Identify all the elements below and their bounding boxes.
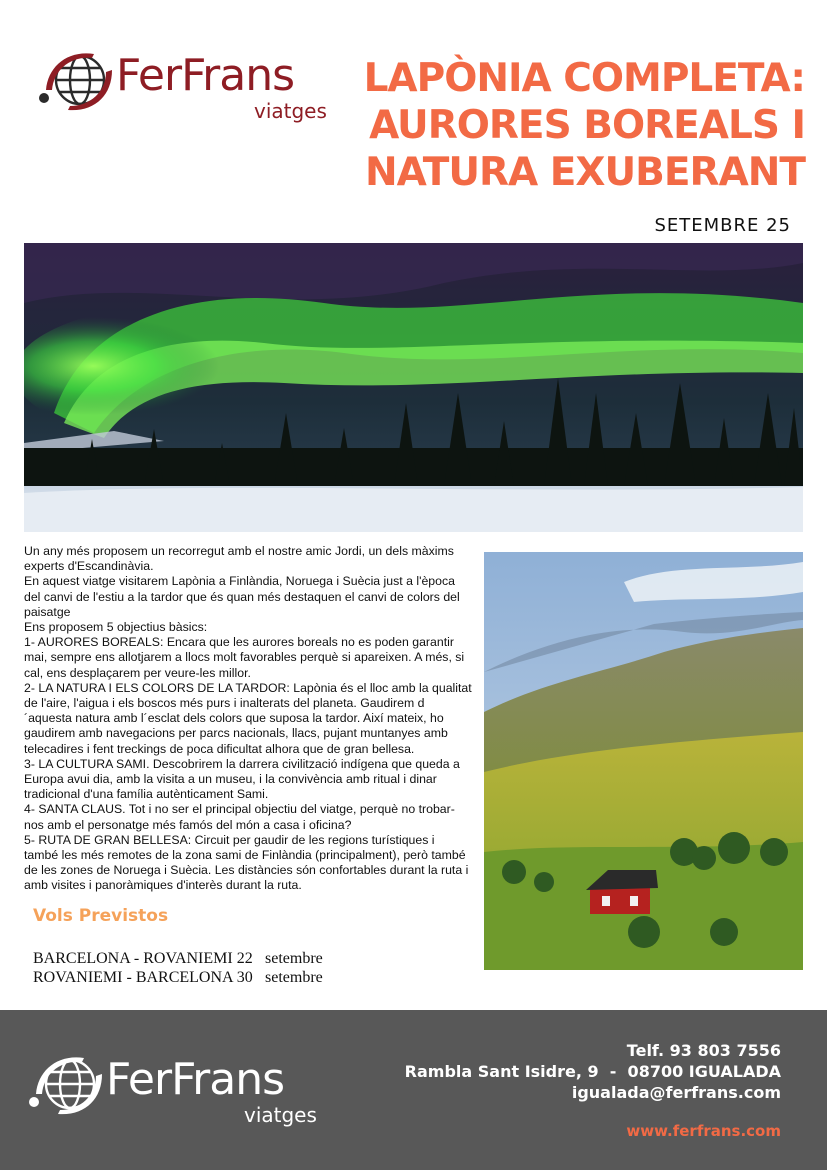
paragraph: Ens proposem 5 objectius bàsics:: [24, 620, 208, 635]
brand-subtitle: viatges: [244, 1103, 317, 1127]
trip-date: SETEMBRE 25: [654, 215, 791, 236]
paragraph: 4- SANTA CLAUS. Tot i no ser el principal objectiu del viatge, perquè no trobar-nos amb el personatge més famós del món a casa i oficina?: [24, 802, 455, 832]
phone: Telf. 93 803 7556: [626, 1041, 781, 1060]
cabin-illustration: [484, 552, 803, 970]
flight-route: ROVANIEMI - BARCELONA 30: [33, 969, 253, 986]
trip-description: [24, 544, 472, 894]
flight-month: setembre: [265, 969, 323, 986]
globe-icon: [38, 46, 118, 116]
footer: [0, 1010, 827, 1170]
brand-name: FerFrans: [106, 1054, 285, 1105]
brand-name: FerFrans: [116, 50, 295, 101]
flight-month: setembre: [265, 950, 323, 967]
globe-icon: [28, 1050, 108, 1120]
trip-title: [345, 55, 805, 196]
footer-brand-logo: [28, 1050, 328, 1140]
address: Rambla Sant Isidre, 9 - 08700 IGUALADA: [404, 1062, 781, 1081]
flight-route: BARCELONA - ROVANIEMI 22: [33, 950, 253, 967]
paragraph: Un any més proposem un recorregut amb el nostre amic Jordi, un dels màxims experts d'Escandinàvia.: [24, 544, 454, 574]
paragraph: 1- AURORES BOREALS: Encara que les aurores boreals no es poden garantir mai, sempre ens allotjarem a llocs molt favorables perquè si apareixen. A més, si cal, ens desplaçarem per veure-les millor.: [24, 635, 465, 680]
flights-heading: Vols Previstos: [33, 906, 169, 926]
title-line: LAPÒNIA COMPLETA:: [363, 56, 805, 101]
title-line: NATURA EXUBERANT: [364, 150, 805, 195]
paragraph: 3- LA CULTURA SAMI. Descobrirem la darrera civilització indígena que queda a Europa avui dia, amb la visita a un museu, i la convivència amb ritual i dinar tradicional d'una família autènticament Sami.: [24, 756, 460, 802]
cabin-photo: [484, 552, 803, 970]
email-link[interactable]: igualada@ferfrans.com: [571, 1083, 781, 1102]
paragraph: 2- LA NATURA I ELS COLORS DE LA TARDOR: Lapònia és el lloc amb la qualitat de l'aire, l'aigua i els boscos més purs i inalterats del planeta. Gaudirem d´aquesta natura amb l´esclat dels colors que suposa la tardor. Així mateix, ho gaudirem amb navegacions per parcs nacionals, llacs, pujant muntanyes amb telecadires i fent treckings de poca dificultat alhora que de gran bellesa.: [24, 680, 472, 756]
brand-logo: [38, 46, 338, 136]
aurora-illustration: [24, 243, 803, 532]
paragraph: 5- RUTA DE GRAN BELLESA: Circuit per gaudir de les regions turístiques i també les més remotes de la zona sami de Finlàndia (principalment), però també de les zones de Noruega i Suècia. Les distàncies són confortables durant la ruta i amb visites i panoràmiques d'interès durant la ruta.: [24, 832, 469, 893]
paragraph: En aquest viatge visitarem Lapònia a Finlàndia, Noruega i Suècia just a l'època del canvi de l'estiu a la tardor que és quan més destaquen el canvi de colors del paisatge: [24, 574, 460, 619]
flight-row: [33, 969, 323, 987]
brand-subtitle: viatges: [254, 99, 327, 123]
contact-block: [405, 1040, 781, 1103]
website-link[interactable]: www.ferfrans.com: [626, 1122, 781, 1140]
flight-row: [33, 950, 323, 968]
title-line: AURORES BOREALS I: [369, 103, 805, 148]
aurora-photo: [24, 243, 803, 532]
